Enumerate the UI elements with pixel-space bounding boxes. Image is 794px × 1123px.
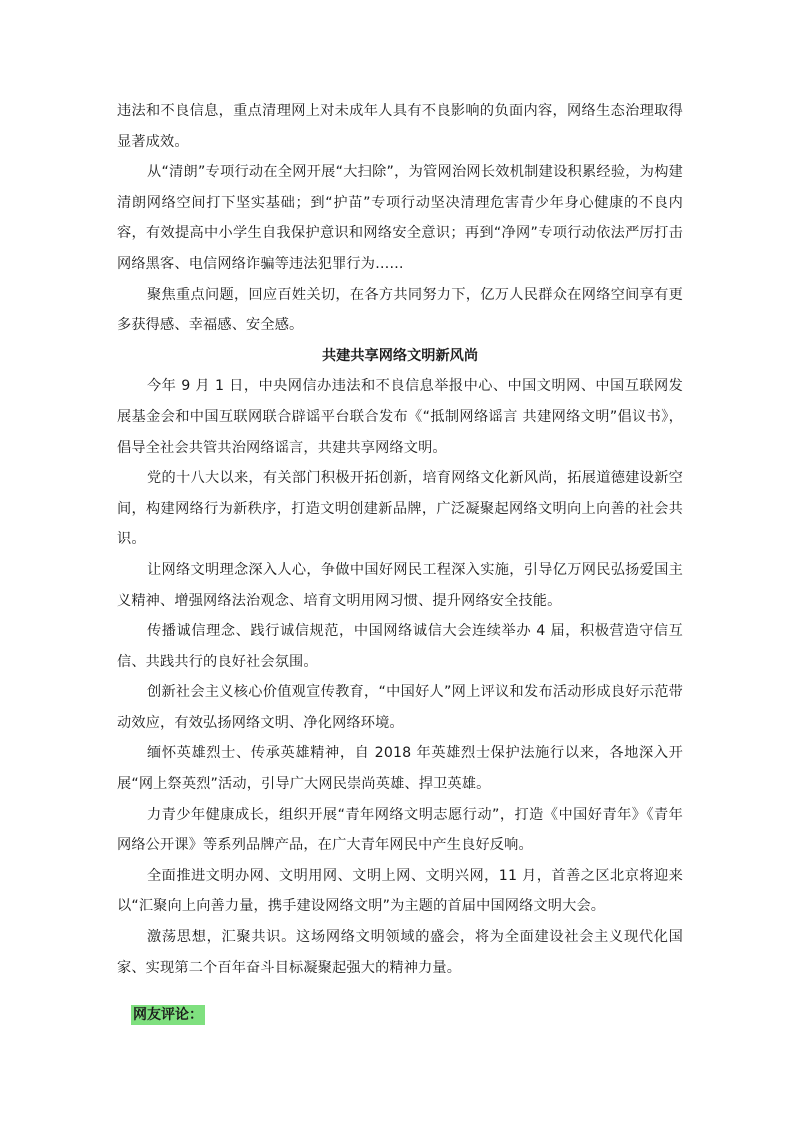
paragraph: 聚焦重点问题，回应百姓关切，在各方共同努力下，亿万人民群众在网络空间享有更多获得感、幸福感、安全感。 [117, 286, 683, 334]
paragraph: 党的十八大以来，有关部门积极开拓创新，培育网络文化新风尚，拓展道德建设新空间，构建网络行为新秩序，打造文明创建新品牌，广泛凝聚起网络文明向上向善的社会共识。 [117, 470, 683, 548]
paragraph: 全面推进文明办网、文明用网、文明上网、文明兴网，11 月，首善之区北京将迎来以“汇聚向上向善力量，携手建设网络文明”为主题的首届中国网络文明大会。 [117, 867, 683, 915]
paragraph: 创新社会主义核心价值观宣传教育，“中国好人”网上评议和发布活动形成良好示范带动效应，有效弘扬网络文明、净化网络环境。 [117, 684, 683, 731]
section-heading: 共建共享网络文明新风尚 [321, 347, 479, 364]
paragraph: 今年 9 月 1 日，中央网信办违法和不良信息举报中心、中国文明网、中国互联网发展基金会和中国互联网联合辟谣平台联合发布《“抵制网络谣言 共建网络文明”倡议书》，倡导全社会共管共治网络谣言，共建共享网络文明。 [117, 378, 683, 456]
paragraph: 力青少年健康成长，组织开展“青年网络文明志愿行动”，打造《中国好青年》《青年网络公开课》等系列品牌产品，在广大青年网民中产生良好反响。 [117, 806, 683, 854]
paragraph-continued: 违法和不良信息，重点清理网上对未成年人具有不良影响的负面内容，网络生态治理取得显著成效。 [117, 103, 683, 150]
article-body [117, 96, 683, 983]
paragraph: 传播诚信理念、践行诚信规范，中国网络诚信大会连续举办 4 届，积极营造守信互信、共践共行的良好社会氛围。 [117, 623, 683, 670]
paragraph: 从“清朗”专项行动在全网开展“大扫除”，为管网治网长效机制建设积累经验，为构建清朗网络空间打下坚实基础；到“护苗”专项行动坚决清理危害青少年身心健康的不良内容，有效提高中小学生自我保护意识和网络安全意识；再到“净网”专项行动依法严厉打击网络黑客、电信网络诈骗等违法犯罪行为…… [117, 164, 683, 272]
paragraph: 缅怀英雄烈士、传承英雄精神，自 2018 年英雄烈士保护法施行以来，各地深入开展“网上祭英烈”活动，引导广大网民崇尚英雄、捍卫英雄。 [117, 745, 683, 793]
comment-label: 网友评论： [133, 1007, 203, 1023]
paragraph: 让网络文明理念深入人心，争做中国好网民工程深入实施，引导亿万网民弘扬爱国主义精神、增强网络法治观念、培育文明用网习惯、提升网络安全技能。 [117, 561, 683, 609]
paragraph: 激荡思想，汇聚共识。这场网络文明领域的盛会，将为全面建设社会主义现代化国家、实现第二个百年奋斗目标凝聚起强大的精神力量。 [117, 929, 683, 976]
